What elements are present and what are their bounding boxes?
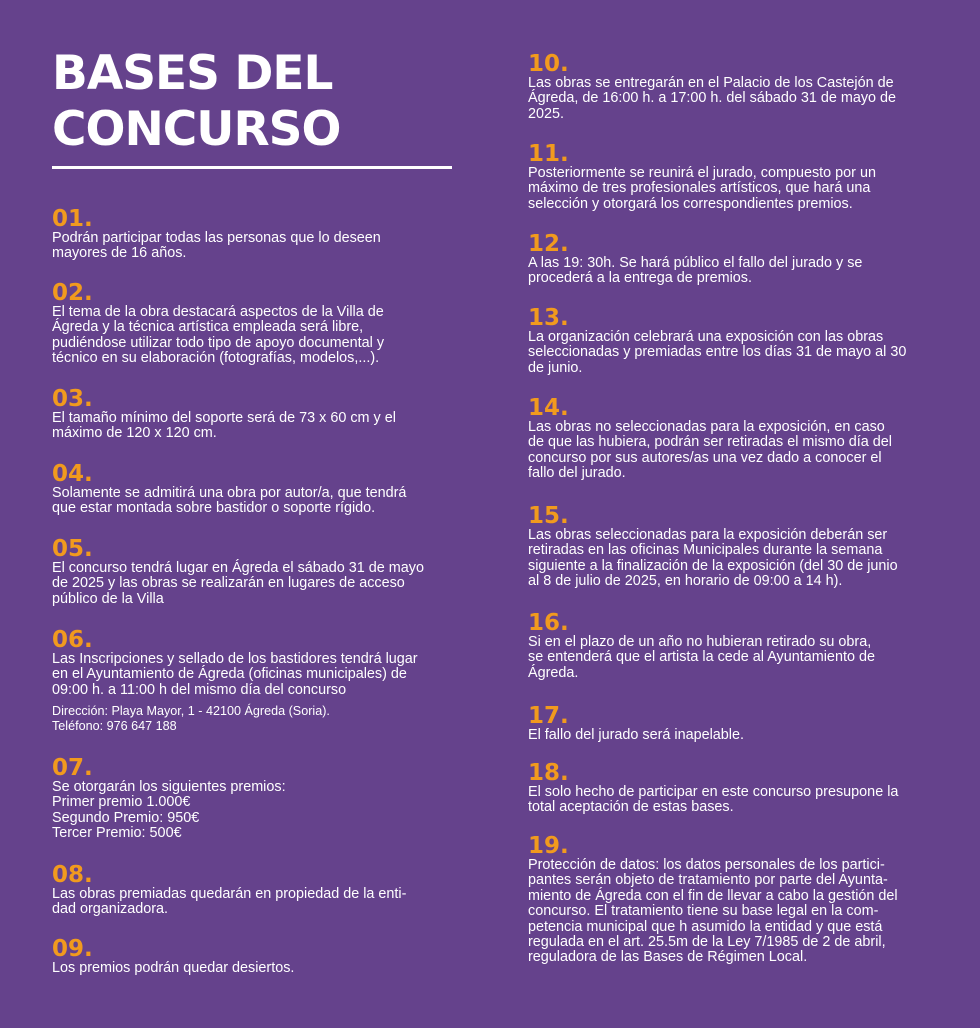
rule-text: La organización celebrará una exposición con las obras seleccionadas y premiadas entre los días 31 de mayo al 30 de junio. [528, 329, 907, 376]
rule-item-09 [52, 938, 452, 976]
rule-number: 12. [528, 231, 569, 257]
rule-text: Protección de datos: los datos personales de los partici- pantes serán objeto de tratamiento por parte del Ayunta- miento de Ágreda con el fin de llevar a cabo la gestión del concurso. El tratamiento tiene su base legal en la com- petencia municipal que h asumido la entidad y que está regulada en el art. 25.5m de la Ley 7/1985 de 2 de abril, reguladora de las Bases de Régimen Local. [528, 857, 898, 966]
rule-number: 10. [528, 51, 569, 77]
rule-number: 03. [52, 386, 93, 412]
rule-text: El tema de la obra destacará aspectos de la Villa de Ágreda y la técnica artística empleada será libre, pudiéndose utilizar todo tipo de apoyo documental y técnico en su elaboración (fotografías, modelos,...). [52, 304, 385, 367]
rule-item-15 [528, 505, 933, 590]
rule-number: 14. [528, 395, 569, 421]
rule-number: 17. [528, 703, 569, 729]
rule-number: 13. [528, 305, 569, 331]
rule-text: Las Inscripciones y sellado de los bastidores tendrá lugar en el Ayuntamiento de Ágreda (oficinas municipales) de 09:00 h. a 11:00 h del mismo día del concurso [52, 651, 418, 698]
rule-text: Las obras premiadas quedarán en propiedad de la enti- dad organizadora. [52, 886, 407, 918]
rule-text: Las obras se entregarán en el Palacio de los Castejón de Ágreda, de 16:00 h. a 17:00 h. del sábado 31 de mayo de 2025. [528, 75, 897, 122]
rule-number: 05. [52, 536, 93, 562]
rule-number: 09. [52, 936, 93, 962]
rule-text: Posteriormente se reunirá el jurado, compuesto por un máximo de tres profesionales artísticos, que hará una selección y otorgará los correspondientes premios. [528, 165, 876, 212]
rule-number: 18. [528, 760, 569, 786]
rule-text: Las obras seleccionadas para la exposición deberán ser retiradas en las oficinas Municipales durante la semana siguiente a la finalización de la exposición (del 30 de junio al 8 de julio de 2025, en horario de 09:00 a 14 h). [528, 527, 898, 590]
rule-text: El fallo del jurado será inapelable. [528, 727, 745, 743]
rule-item-17 [528, 705, 933, 743]
rule-text: Las obras no seleccionadas para la exposición, en caso de que las hubiera, podrán ser retiradas el mismo día del concurso por sus autores/as una vez dado a conocer el fallo del jurado. [528, 419, 892, 482]
title-divider [52, 166, 452, 169]
rule-text: Los premios podrán quedar desiertos. [52, 960, 295, 976]
contact-note: Dirección: Playa Mayor, 1 - 42100 Ágreda (Soria). Teléfono: 976 647 188 [52, 704, 330, 734]
rule-text: A las 19: 30h. Se hará público el fallo del jurado y se procederá a la entrega de premios. [528, 255, 863, 287]
rule-item-14 [528, 397, 933, 482]
rule-text: El tamaño mínimo del soporte será de 73 x 60 cm y el máximo de 120 x 120 cm. [52, 410, 396, 442]
title-line-2: CONCURSO [52, 102, 341, 157]
rule-number: 04. [52, 461, 93, 487]
rule-number: 11. [528, 141, 569, 167]
rule-item-11 [528, 143, 933, 212]
title-line-1: BASES DEL [52, 46, 333, 101]
rule-number: 16. [528, 610, 569, 636]
rule-item-13 [528, 307, 933, 376]
rule-number: 19. [528, 833, 569, 859]
rule-number: 07. [52, 755, 93, 781]
rule-item-12 [528, 233, 933, 287]
rule-number: 06. [52, 627, 93, 653]
rule-item-04 [52, 463, 452, 517]
rule-text: Podrán participar todas las personas que lo deseen mayores de 16 años. [52, 230, 381, 262]
rule-item-18 [528, 762, 933, 816]
rule-item-02 [52, 282, 452, 367]
rule-text: Si en el plazo de un año no hubieran retirado su obra, se entenderá que el artista la cede al Ayuntamiento de Ágreda. [528, 634, 875, 681]
rule-item-10 [528, 53, 933, 122]
rule-number: 15. [528, 503, 569, 529]
rule-item-06 [52, 629, 452, 734]
rule-item-03 [52, 388, 452, 442]
rule-text: El concurso tendrá lugar en Ágreda el sábado 31 de mayo de 2025 y las obras se realizarán en lugares de acceso público de la Villa [52, 560, 424, 607]
rule-text: El solo hecho de participar en este concurso presupone la total aceptación de estas bases. [528, 784, 899, 816]
rule-item-01 [52, 208, 452, 262]
rule-number: 02. [52, 280, 93, 306]
rule-item-07 [52, 757, 452, 842]
rule-number: 08. [52, 862, 93, 888]
rule-number: 01. [52, 206, 93, 232]
rule-item-16 [528, 612, 933, 681]
rule-item-08 [52, 864, 452, 918]
rule-item-05 [52, 538, 452, 607]
page-title [52, 46, 340, 158]
rule-text: Solamente se admitirá una obra por autor/a, que tendrá que estar montada sobre bastidor o soporte rígido. [52, 485, 407, 517]
rule-item-19 [528, 835, 933, 966]
rule-text: Se otorgarán los siguientes premios: Primer premio 1.000€ Segundo Premio: 950€ Tercer Premio: 500€ [52, 779, 286, 842]
